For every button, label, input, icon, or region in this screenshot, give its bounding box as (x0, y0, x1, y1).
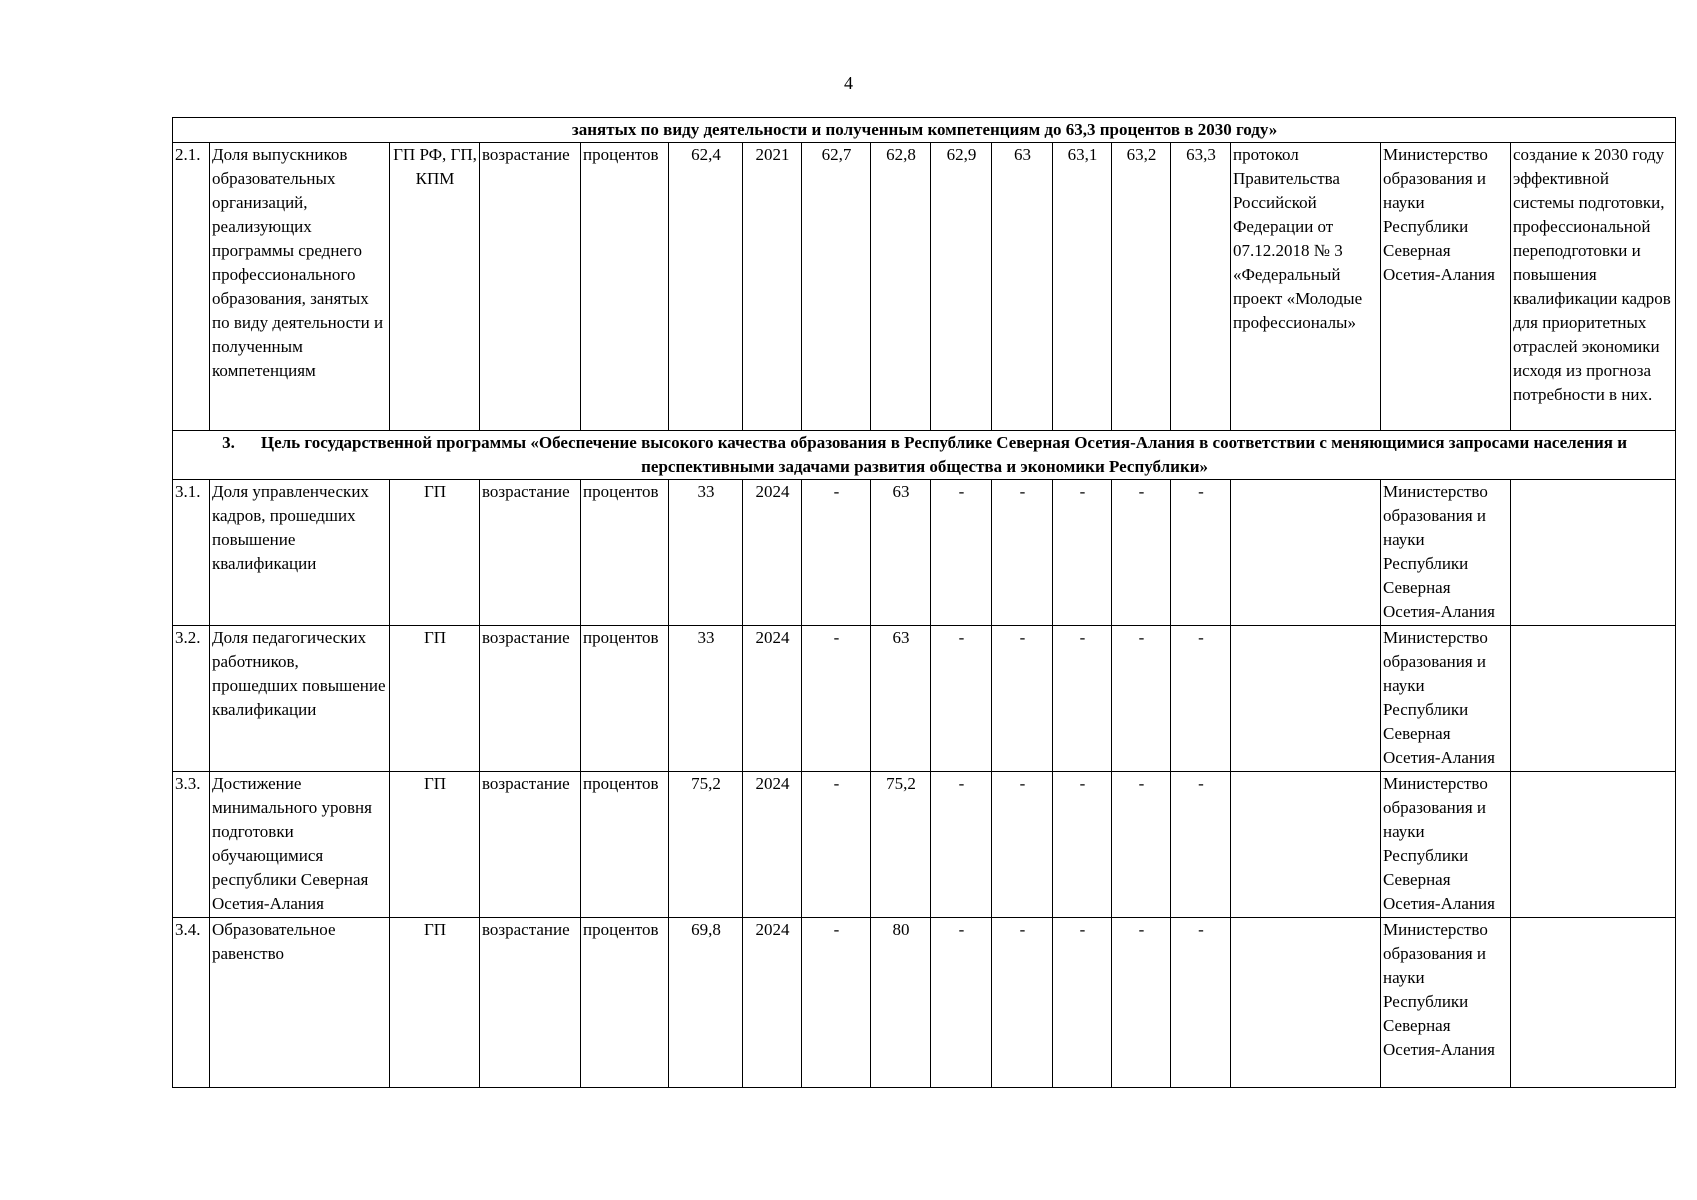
year-value: - (802, 626, 871, 772)
year-value: - (1112, 626, 1171, 772)
indicator-unit: процентов (581, 480, 669, 626)
year-value: - (1112, 772, 1171, 918)
indicator-level: ГП (390, 480, 480, 626)
year-value: - (992, 772, 1053, 918)
year-value: 62,8 (871, 143, 931, 431)
indicator-unit: процентов (581, 772, 669, 918)
national-goal-link (1511, 772, 1676, 918)
base-year: 2024 (743, 772, 802, 918)
year-value: - (1053, 772, 1112, 918)
year-value: - (1171, 626, 1231, 772)
continued-heading: занятых по виду деятельности и полученным компетенциям до 63,3 процентов в 2030 году» (173, 118, 1676, 143)
basis-document (1231, 626, 1381, 772)
indicator-row (173, 626, 1676, 772)
base-value: 33 (669, 626, 743, 772)
base-year: 2024 (743, 626, 802, 772)
indicator-trend: возрастание (480, 918, 581, 1088)
year-value: 63 (871, 626, 931, 772)
goal-heading (173, 431, 1676, 480)
base-year: 2024 (743, 480, 802, 626)
year-value: 63 (992, 143, 1053, 431)
indicator-name: Образовательное равенство (210, 918, 390, 1088)
responsible-body: Министерство образования и науки Республики Северная Осетия-Алания (1381, 772, 1511, 918)
national-goal-link: создание к 2030 году эффективной системы подготовки, профессиональной переподготовки и повышения квалификации кадров для приоритетных отраслей экономики исходя из прогноза потребности в них. (1511, 143, 1676, 431)
indicator-trend: возрастание (480, 626, 581, 772)
indicator-unit: процентов (581, 626, 669, 772)
indicator-trend: возрастание (480, 480, 581, 626)
responsible-body: Министерство образования и науки Республики Северная Осетия-Алания (1381, 918, 1511, 1088)
base-year: 2021 (743, 143, 802, 431)
row-number: 3.3. (173, 772, 210, 918)
responsible-body: Министерство образования и науки Республики Северная Осетия-Алания (1381, 143, 1511, 431)
national-goal-link (1511, 480, 1676, 626)
year-value: 80 (871, 918, 931, 1088)
year-value: - (1053, 918, 1112, 1088)
year-value: 75,2 (871, 772, 931, 918)
year-value: - (802, 772, 871, 918)
year-value: - (1112, 918, 1171, 1088)
year-value: - (1112, 480, 1171, 626)
basis-document: протокол Правительства Российской Федерации от 07.12.2018 № 3 «Федеральный проект «Молодые профессионалы» (1231, 143, 1381, 431)
year-value: 63,3 (1171, 143, 1231, 431)
indicator-unit: процентов (581, 918, 669, 1088)
year-value: - (802, 480, 871, 626)
year-value: - (1171, 772, 1231, 918)
indicator-row (173, 143, 1676, 431)
year-value: - (931, 480, 992, 626)
year-value: - (992, 480, 1053, 626)
year-value: - (931, 626, 992, 772)
row-number: 3.1. (173, 480, 210, 626)
row-number: 3.4. (173, 918, 210, 1088)
year-value: - (802, 918, 871, 1088)
base-year: 2024 (743, 918, 802, 1088)
indicator-level: ГП (390, 626, 480, 772)
base-value: 33 (669, 480, 743, 626)
indicator-level: ГП РФ, ГП, КПМ (390, 143, 480, 431)
national-goal-link (1511, 626, 1676, 772)
responsible-body: Министерство образования и науки Республики Северная Осетия-Алания (1381, 626, 1511, 772)
continued-heading-row (173, 118, 1676, 143)
year-value: 62,7 (802, 143, 871, 431)
goal-number: 3. (222, 433, 235, 452)
indicators-table (172, 117, 1676, 1088)
year-value: - (992, 918, 1053, 1088)
goal-heading-row (173, 431, 1676, 480)
indicator-row (173, 480, 1676, 626)
row-number: 3.2. (173, 626, 210, 772)
indicator-trend: возрастание (480, 143, 581, 431)
indicator-level: ГП (390, 772, 480, 918)
indicator-level: ГП (390, 918, 480, 1088)
year-value: 63,1 (1053, 143, 1112, 431)
indicator-row (173, 918, 1676, 1088)
year-value: 62,9 (931, 143, 992, 431)
year-value: - (992, 626, 1053, 772)
basis-document (1231, 772, 1381, 918)
base-value: 62,4 (669, 143, 743, 431)
indicator-name: Доля управленческих кадров, прошедших повышение квалификации (210, 480, 390, 626)
year-value: 63,2 (1112, 143, 1171, 431)
indicator-row (173, 772, 1676, 918)
page-number: 4 (844, 73, 853, 93)
goal-text: Цель государственной программы «Обеспечение высокого качества образования в Республике Северная Осетия-Алания в соответствии с меняющимися запросами населения и перспективными задачами развития общества и экономики Республики» (260, 433, 1628, 476)
indicator-trend: возрастание (480, 772, 581, 918)
indicator-name: Доля выпускников образовательных организаций, реализующих программы среднего профессионального образования, занятых по виду деятельности и полученным компетенциям (210, 143, 390, 431)
year-value: - (1171, 480, 1231, 626)
indicator-name: Доля педагогических работников, прошедших повышение квалификации (210, 626, 390, 772)
basis-document (1231, 480, 1381, 626)
year-value: - (931, 918, 992, 1088)
basis-document (1231, 918, 1381, 1088)
base-value: 69,8 (669, 918, 743, 1088)
year-value: - (931, 772, 992, 918)
indicator-unit: процентов (581, 143, 669, 431)
base-value: 75,2 (669, 772, 743, 918)
indicator-name: Достижение минимального уровня подготовки обучающимися республики Северная Осетия-Алания (210, 772, 390, 918)
year-value: - (1053, 480, 1112, 626)
national-goal-link (1511, 918, 1676, 1088)
year-value: - (1053, 626, 1112, 772)
year-value: - (1171, 918, 1231, 1088)
row-number: 2.1. (173, 143, 210, 431)
year-value: 63 (871, 480, 931, 626)
responsible-body: Министерство образования и науки Республики Северная Осетия-Алания (1381, 480, 1511, 626)
